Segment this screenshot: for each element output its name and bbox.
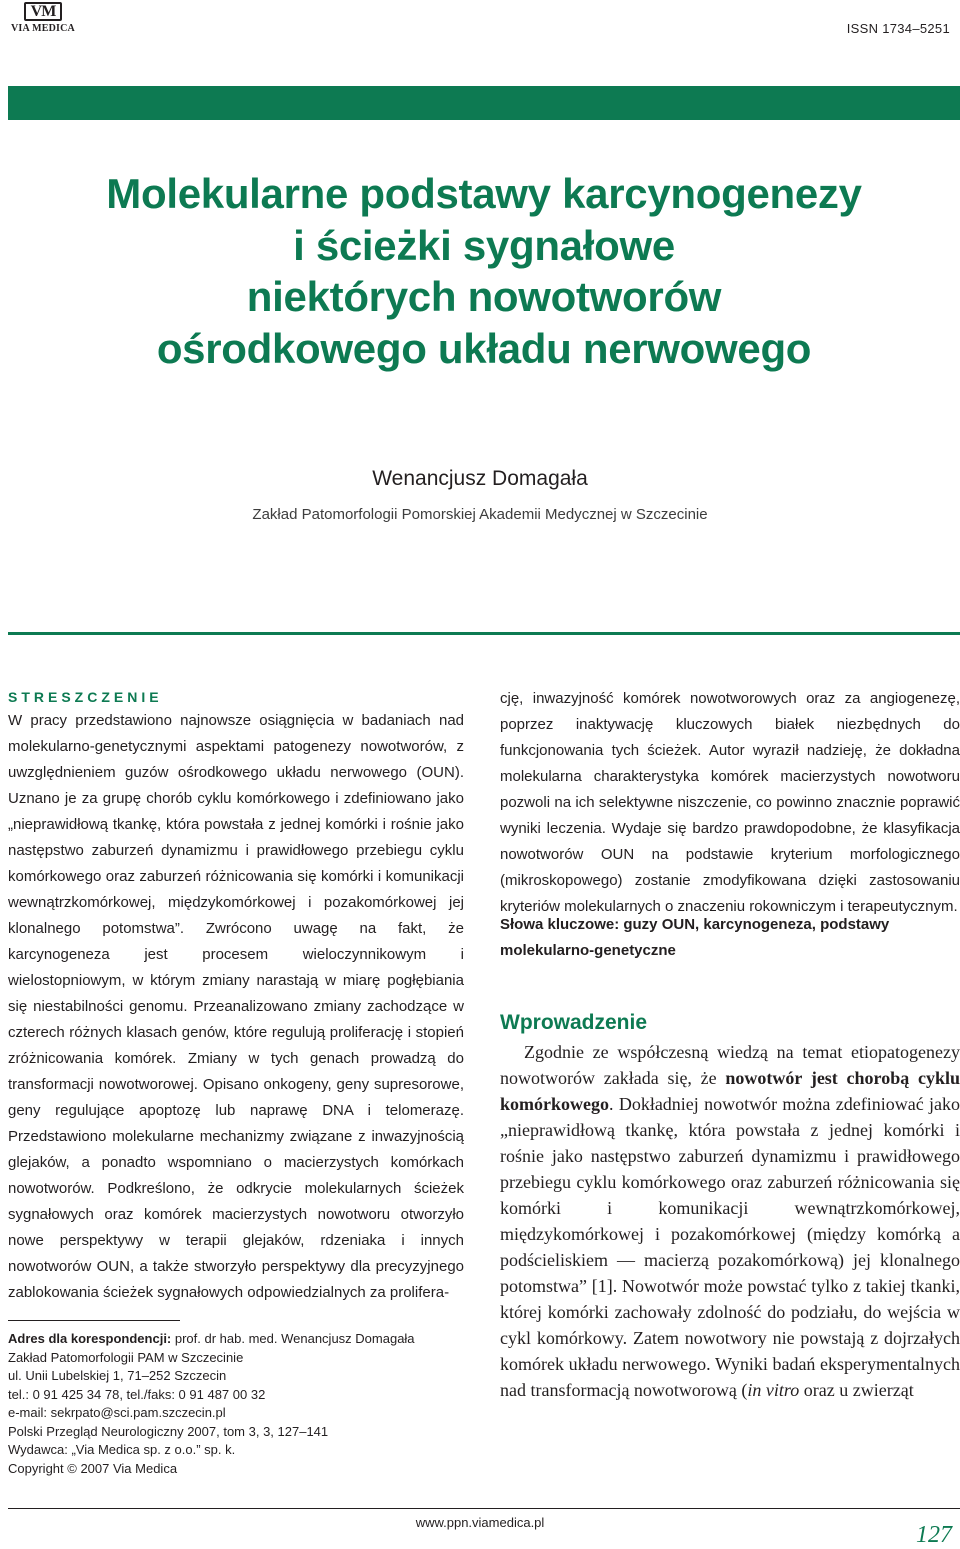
intro-heading: Wprowadzenie <box>500 1011 648 1034</box>
title-line: Molekularne podstawy karcynogenezy <box>106 170 862 217</box>
correspondence-line: e-mail: sekrpato@sci.pam.szczecin.pl <box>8 1405 226 1420</box>
article-title <box>8 168 960 374</box>
author-affiliation: Zakład Patomorfologii Pomorskiej Akademii Medycznej w Szczecinie <box>252 506 708 523</box>
abstract-text-left: W pracy przedstawiono najnowsze osiągnięcia w badaniach nad molekularno-genetycznymi aspektami patogenezy nowotworów, z uwzględnieniem guzów ośrodkowego układu nerwowego (OUN). Uznano je za grupę chorób cyklu komórkowego i zdefiniowano jako „nieprawidłową tkankę, która powstała z jednej komórki i rośnie jako następstwo zaburzeń dynamizmu i prawidłowego przebiegu cyklu komórkowego oraz zaburzeń różnicowania się komórki i komunikacji wewnątrzkomórkowej, międzykomórkowej i pozakomórkowej jej klonalnego potomstwa”. Zwrócono uwagę na fakt, że karcynogeneza jest procesem wieloczynnikowym i wielostopniowym, w którym zmiany narastają w miarę pogłębiania się niestabilności genomu. Przeanalizowano zmiany zachodzące w czterech różnych klasach genów, które regulują proliferację i stopień zróżnicowania komórek. Zmiany w tych genach prowadzą do transformacji nowotworowej. Opisano onkogeny, geny supresorowe, geny regulujące apoptozę lub naprawę DNA i telomerazę. Przedstawiono molekularne mechanizmy związane z inwazyjnością glejaków, a ponadto wspomniano o macierzystych komórkach nowotworów. Podkreślono, że odkrycie molekularnych ścieżek sygnałowych oraz komórek macierzystych nowotworu otworzyło nowe perspektywy w terapii glejaków, rdzeniaka i innych nowotworów OUN, a także stworzyło perspektywy dla precyzyjnego zablokowania ścieżek sygnałowych odpowiedzialnych za prolifera- <box>8 712 464 1301</box>
title-line: ośrodkowego układu nerwowego <box>156 324 812 372</box>
section-divider <box>8 632 960 635</box>
correspondence-label: Adres dla korespondencji: <box>8 1331 172 1346</box>
title-line: niektórych nowotworów <box>246 273 722 320</box>
correspondence-first-line <box>8 1330 478 1349</box>
correspondence-line: Zakład Patomorfologii PAM w Szczecinie <box>8 1349 244 1365</box>
logo-text: VIA MEDICA <box>11 23 75 34</box>
journal-url[interactable]: www.ppn.viamedica.pl <box>415 1515 545 1530</box>
abstract-text-right: cję, inwazyjność komórek nowotworowych oraz za angiogenezę, poprzez inaktywację kluczowych białek niezbędnych do funkcjonowania tych ścieżek. Autor wyraził nadzieję, że dokładna molekularna charakterystyka komórek macierzystych nowotworu pozwoli na ich selektywne niszczenie, co powinno znacznie poprawić wyniki leczenia. Wydaje się bardzo prawdopodobne, że klasyfikacja nowotworów OUN na podstawie kryterium morfologicznego (mikroskopowego) zostanie zmodyfikowana dzięki zastosowaniu kryteriów molekularnych o znaczeniu rokowniczym i terapeutycznym. <box>500 690 960 915</box>
publisher-logo <box>6 2 80 36</box>
intro-emphasis: nowotwór jest chorobą cyklu komórkowego <box>500 1068 960 1114</box>
issn-number: ISSN 1734–5251 <box>846 21 950 36</box>
correspondence-line: ul. Unii Lubelskiej 1, 71–252 Szczecin <box>8 1368 227 1383</box>
correspondence-line: Polski Przegląd Neurologiczny 2007, tom 3, 3, 127–141 <box>8 1423 329 1439</box>
correspondence-line: Wydawca: „Via Medica sp. z o.o.” sp. k. <box>8 1442 236 1457</box>
intro-text: Zgodnie ze współczesną wiedzą na temat etiopatogenezy nowotworów zakłada się, że <box>500 1042 960 1088</box>
footer-divider <box>8 1508 960 1509</box>
intro-paragraph <box>500 1039 960 1403</box>
correspondence-name: prof. dr hab. med. Wenancjusz Domagała <box>171 1331 415 1346</box>
intro-text: . Dokładniej nowotwór można zdefiniować jako „nieprawidłową tkankę, która powstała z jednej komórki i rośnie jako następstwo zaburzeń dynamizmu i prawidłowego przebiegu cyklu komórkowego oraz zaburzeń różnicowania się komórki i komunikacji wewnątrzkomórkowej, międzykomórkowej i pozakomórkowej (między komórką a podścieliskiem — macierzą pozakomórkową) jej klonalnego potomstwa” [1]. Nowotwór może powstać tylko z takiej tkanki, której komórki zachowały zdolność do podziału, do wejścia w cykl komórkowy. Zatem nowotwory nie powstają z dojrzałych komórek układu nerwowego. Wyniki badań eksperymentalnych nad transformacją nowotworową ( <box>500 1094 960 1400</box>
header-color-bar <box>8 86 960 120</box>
title-line: i ścieżki sygnałowe <box>293 221 675 269</box>
correspondence-line: Copyright © 2007 Via Medica <box>8 1460 178 1476</box>
intro-text: oraz u zwierząt <box>799 1380 914 1400</box>
footnote-rule <box>8 1320 180 1321</box>
correspondence-block <box>8 1330 478 1478</box>
correspondence-line: tel.: 0 91 425 34 78, tel./faks: 0 91 487 00 32 <box>8 1386 266 1402</box>
keywords: Słowa kluczowe: guzy OUN, karcynogeneza, podstawy molekularno-genetyczne <box>500 916 890 959</box>
intro-italic: in vitro <box>747 1380 800 1400</box>
author-name: Wenancjusz Domagała <box>372 467 588 490</box>
page-number: 127 <box>916 1522 952 1548</box>
abstract-heading: STRESZCZENIE <box>8 689 163 705</box>
logo-mark: VM <box>24 2 62 21</box>
